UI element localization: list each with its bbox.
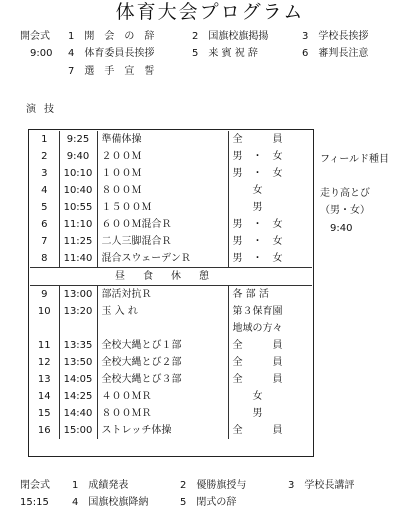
program-row — [30, 422, 312, 439]
event-participants: 男 ・ 女 — [228, 233, 312, 250]
event-number: 10 — [37, 306, 51, 317]
opening-item: 5 来 賓 祝 辞 — [192, 48, 258, 59]
event-name: 玉 入 れ — [97, 303, 228, 320]
program-row — [30, 148, 312, 165]
program-row — [30, 233, 312, 250]
event-number: 11 — [37, 340, 51, 351]
event-name: 二人三脚混合Ｒ — [97, 233, 228, 250]
event-time: 10:40 — [59, 182, 97, 199]
event-name: 全校大縄とび１部 — [97, 337, 228, 354]
event-participants: 男 — [228, 199, 312, 216]
event-number: 9 — [41, 289, 48, 300]
event-time: 11:25 — [59, 233, 97, 250]
event-participants: 男 ・ 女 — [228, 148, 312, 165]
lunch-break-row — [30, 268, 312, 286]
event-participants: 全 員 — [228, 422, 312, 439]
event-time: 10:10 — [59, 165, 97, 182]
event-name — [97, 320, 228, 337]
event-name: 混合スウェーデンＲ — [97, 250, 228, 268]
program-row — [30, 354, 312, 371]
event-number: 14 — [37, 391, 51, 402]
event-name: 準備体操 — [97, 131, 228, 148]
event-name: 部活対抗Ｒ — [97, 286, 228, 304]
opening-item: 3 学校長挨拶 — [302, 31, 369, 42]
event-time: 11:10 — [59, 216, 97, 233]
event-number: 7 — [41, 236, 48, 247]
program-row — [30, 216, 312, 233]
event-name: ８００Ｍ — [97, 182, 228, 199]
event-number: 8 — [41, 253, 48, 264]
opening-item: 4 体育委員長挨拶 — [68, 48, 155, 59]
program-row — [30, 131, 312, 148]
event-time: 14:25 — [59, 388, 97, 405]
event-number: 16 — [37, 425, 51, 436]
event-participants: 第３保育園 — [228, 303, 312, 320]
program-row — [30, 165, 312, 182]
event-time: 10:55 — [59, 199, 97, 216]
opening-item: 6 審判長注意 — [302, 48, 369, 59]
event-participants: 男 — [228, 405, 312, 422]
event-time: 11:40 — [59, 250, 97, 268]
event-participants: 全 員 — [228, 354, 312, 371]
opening-time: 9:00 — [30, 48, 53, 59]
event-name: １００Ｍ — [97, 165, 228, 182]
event-time: 9:25 — [59, 131, 97, 148]
event-time: 14:40 — [59, 405, 97, 422]
event-time: 14:05 — [59, 371, 97, 388]
event-number: 1 — [41, 134, 48, 145]
event-participants: 男 ・ 女 — [228, 216, 312, 233]
event-number: 2 — [41, 151, 48, 162]
event-number: 12 — [37, 357, 51, 368]
event-participants: 女 — [228, 182, 312, 199]
event-name: ストレッチ体操 — [97, 422, 228, 439]
opening-label: 開会式 — [20, 31, 50, 42]
field-event-time: 9:40 — [330, 223, 353, 234]
event-number: 3 — [41, 168, 48, 179]
program-row — [30, 303, 312, 320]
program-row — [30, 388, 312, 405]
closing-item: 3 学校長講評 — [288, 480, 355, 491]
program-row — [30, 337, 312, 354]
program-row — [30, 199, 312, 216]
program-row — [30, 286, 312, 304]
event-number: 5 — [41, 202, 48, 213]
closing-item: 1 成績発表 — [72, 480, 129, 491]
event-name: ２００Ｍ — [97, 148, 228, 165]
event-number: 13 — [37, 374, 51, 385]
event-name: ４００ＭＲ — [97, 388, 228, 405]
event-number: 4 — [41, 185, 48, 196]
section-label: 演技 — [26, 104, 62, 115]
event-time: 15:00 — [59, 422, 97, 439]
event-time — [59, 320, 97, 337]
program-row — [30, 371, 312, 388]
opening-item: 1 開 会 の 辞 — [68, 31, 155, 42]
event-time: 13:20 — [59, 303, 97, 320]
event-participants: 全 員 — [228, 371, 312, 388]
event-time: 13:50 — [59, 354, 97, 371]
closing-time: 15:15 — [20, 497, 49, 508]
event-name: ６００Ｍ混合Ｒ — [97, 216, 228, 233]
field-event-participants: （男・女） — [320, 205, 370, 216]
event-participants: 各 部 活 — [228, 286, 312, 304]
event-name: 全校大縄とび２部 — [97, 354, 228, 371]
event-name: ８００ＭＲ — [97, 405, 228, 422]
opening-item: 2 国旗校旗掲揚 — [192, 31, 269, 42]
closing-item: 5 閉式の辞 — [180, 497, 237, 508]
event-number — [30, 320, 59, 337]
event-time: 13:00 — [59, 286, 97, 304]
program-table — [30, 131, 312, 439]
event-participants: 男 ・ 女 — [228, 250, 312, 268]
event-participants: 全 員 — [228, 131, 312, 148]
event-time: 13:35 — [59, 337, 97, 354]
event-participants: 全 員 — [228, 337, 312, 354]
event-number: 15 — [37, 408, 51, 419]
closing-item: 2 優勝旗授与 — [180, 480, 247, 491]
closing-label: 閉会式 — [20, 480, 50, 491]
closing-item: 4 国旗校旗降納 — [72, 497, 149, 508]
event-name: 全校大縄とび３部 — [97, 371, 228, 388]
event-name: １５００Ｍ — [97, 199, 228, 216]
program-row — [30, 405, 312, 422]
event-participants: 地域の方々 — [228, 320, 312, 337]
event-number: 6 — [41, 219, 48, 230]
field-events-heading: フィールド種目 — [320, 154, 389, 165]
event-participants: 男 ・ 女 — [228, 165, 312, 182]
opening-item: 7 選 手 宣 誓 — [68, 66, 155, 77]
lunch-break-label: 昼食休憩 — [30, 268, 312, 286]
program-row — [30, 320, 312, 337]
event-time: 9:40 — [59, 148, 97, 165]
event-participants: 女 — [228, 388, 312, 405]
program-row — [30, 182, 312, 199]
page-title: 体育大会プログラム — [115, 1, 305, 23]
program-row — [30, 250, 312, 268]
field-event-name: 走り高とび — [320, 188, 370, 199]
